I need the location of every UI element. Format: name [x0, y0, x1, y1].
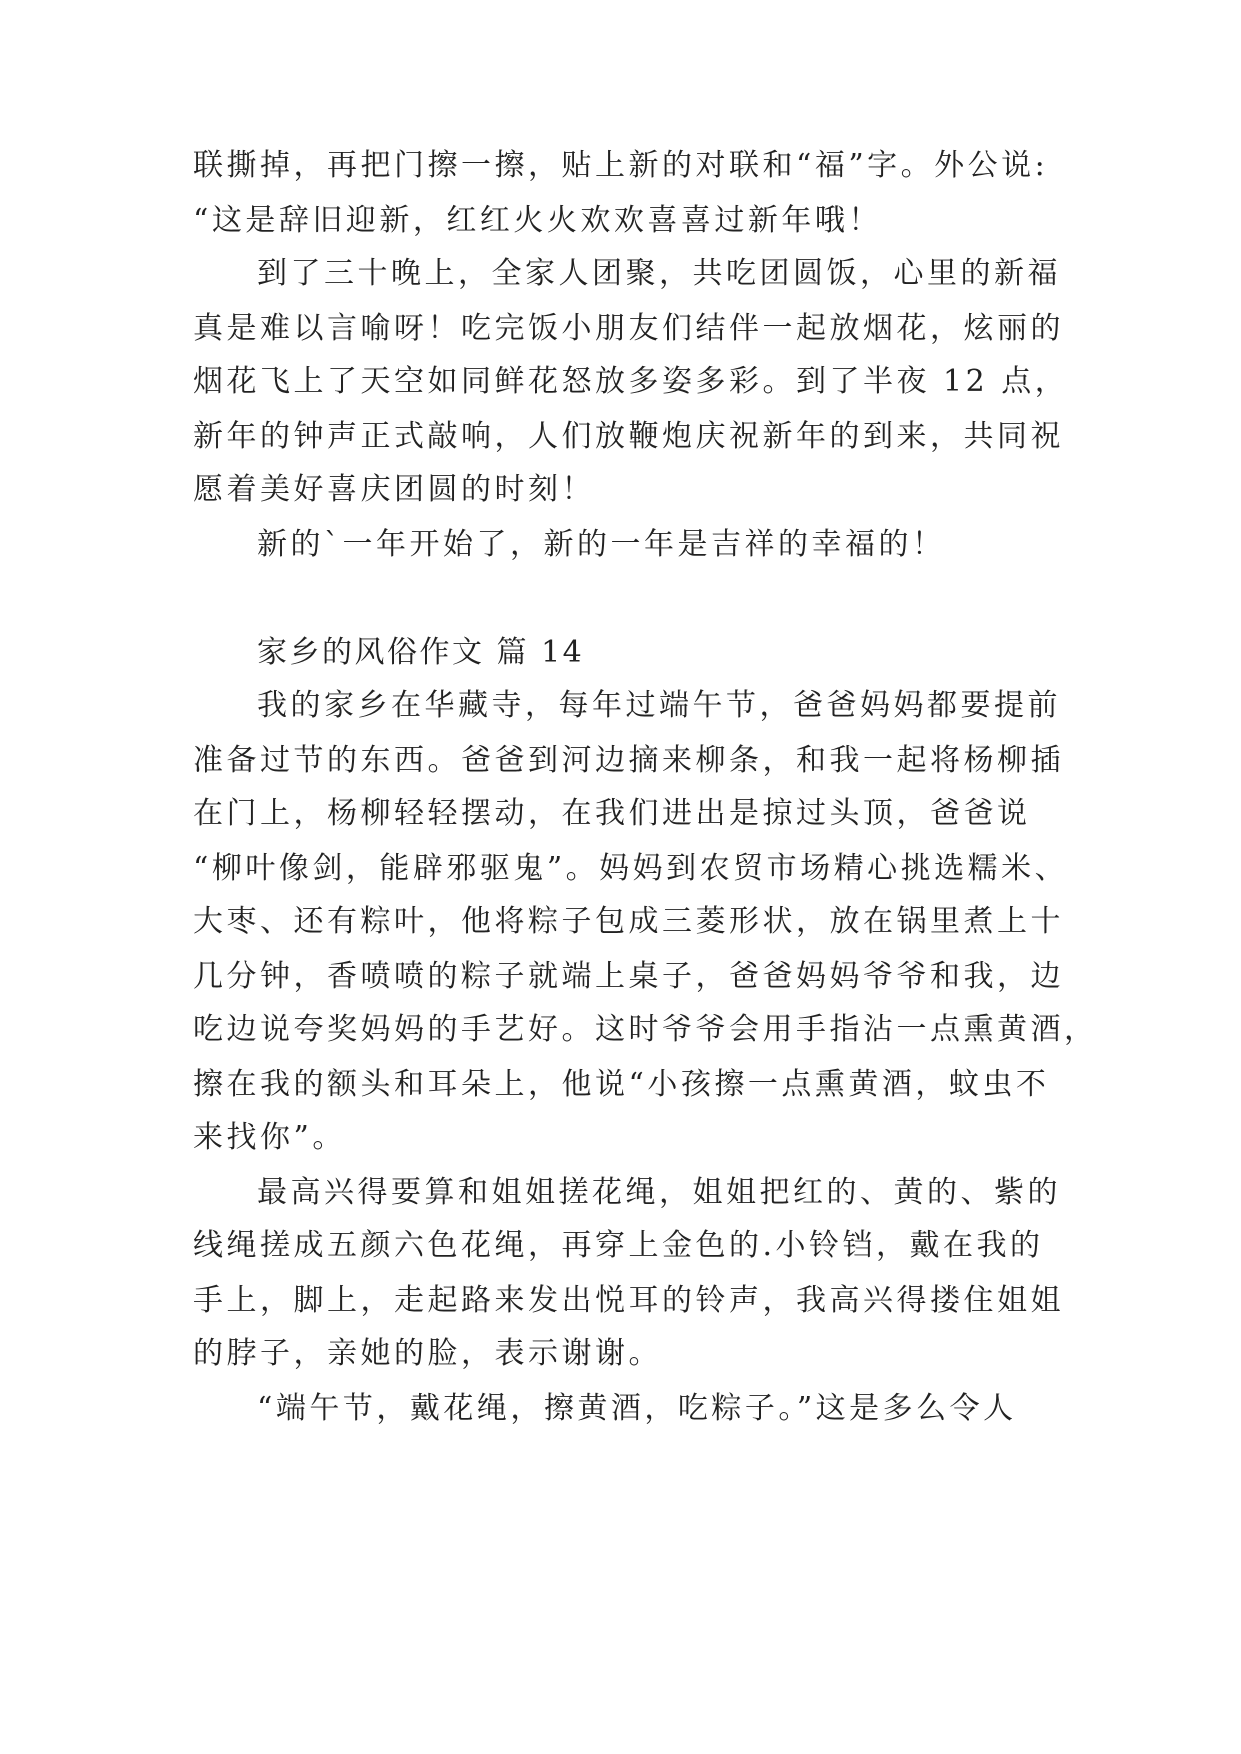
text-line: 联撕掉，再把门擦一擦，贴上新的对联和“福”字。外公说:	[193, 148, 1049, 183]
paragraph-start-line: 到了三十晚上，全家人团聚，共吃团圆饭，心里的新福	[257, 256, 1061, 291]
paragraph-start-line: 最高兴得要算和姐姐搓花绳，姐姐把红的、黄的、紫的	[257, 1175, 1061, 1210]
text-line: 几分钟，香喷喷的粽子就端上桌子，爸爸妈妈爷爷和我，边	[193, 959, 1064, 994]
text-line: 吃边说夸奖妈妈的手艺好。这时爷爷会用手指沾一点熏黄酒，	[193, 1012, 1098, 1047]
text-line: 烟花飞上了天空如同鲜花怒放多姿多彩。到了半夜 12 点，	[193, 364, 1069, 399]
text-line: 准备过节的东西。爸爸到河边摘来柳条，和我一起将杨柳插	[193, 743, 1064, 778]
text-line: 手上，脚上，走起路来发出悦耳的铃声，我高兴得搂住姐姐	[193, 1283, 1064, 1318]
text-line: “这是辞旧迎新，红红火火欢欢喜喜过新年哦！	[193, 203, 882, 238]
text-line: 大枣、还有粽叶，他将粽子包成三菱形状，放在锅里煮上十	[193, 904, 1064, 939]
text-line: 愿着美好喜庆团圆的时刻！	[193, 472, 595, 507]
text-line: 的脖子，亲她的脸，表示谢谢。	[193, 1336, 662, 1371]
section-heading: 家乡的风俗作文 篇 14	[257, 635, 585, 670]
text-line: “柳叶像剑，能辟邪驱鬼”。妈妈到农贸市场精心挑选糯米、	[193, 851, 1069, 886]
text-line: 来找你”。	[193, 1120, 346, 1155]
text-line: 线绳搓成五颜六色花绳，再穿上金色的.小铃铛，戴在我的	[193, 1228, 1044, 1263]
paragraph-start-line: 我的家乡在华藏寺，每年过端午节，爸爸妈妈都要提前	[257, 688, 1061, 723]
paragraph-start-line: “端午节，戴花绳，擦黄酒，吃粽子。”这是多么令人	[257, 1391, 1017, 1426]
text-line: 新年的钟声正式敲响，人们放鞭炮庆祝新年的到来，共同祝	[193, 419, 1064, 454]
text-line: 在门上，杨柳轻轻摆动，在我们进出是掠过头顶，爸爸说	[193, 796, 1031, 831]
text-line: 真是难以言喻呀！吃完饭小朋友们结伴一起放烟花，炫丽的	[193, 311, 1064, 346]
text-line: 擦在我的额头和耳朵上，他说“小孩擦一点熏黄酒，蚊虫不	[193, 1067, 1050, 1102]
paragraph-start-line: 新的`一年开始了，新的一年是吉祥的幸福的！	[257, 527, 946, 562]
